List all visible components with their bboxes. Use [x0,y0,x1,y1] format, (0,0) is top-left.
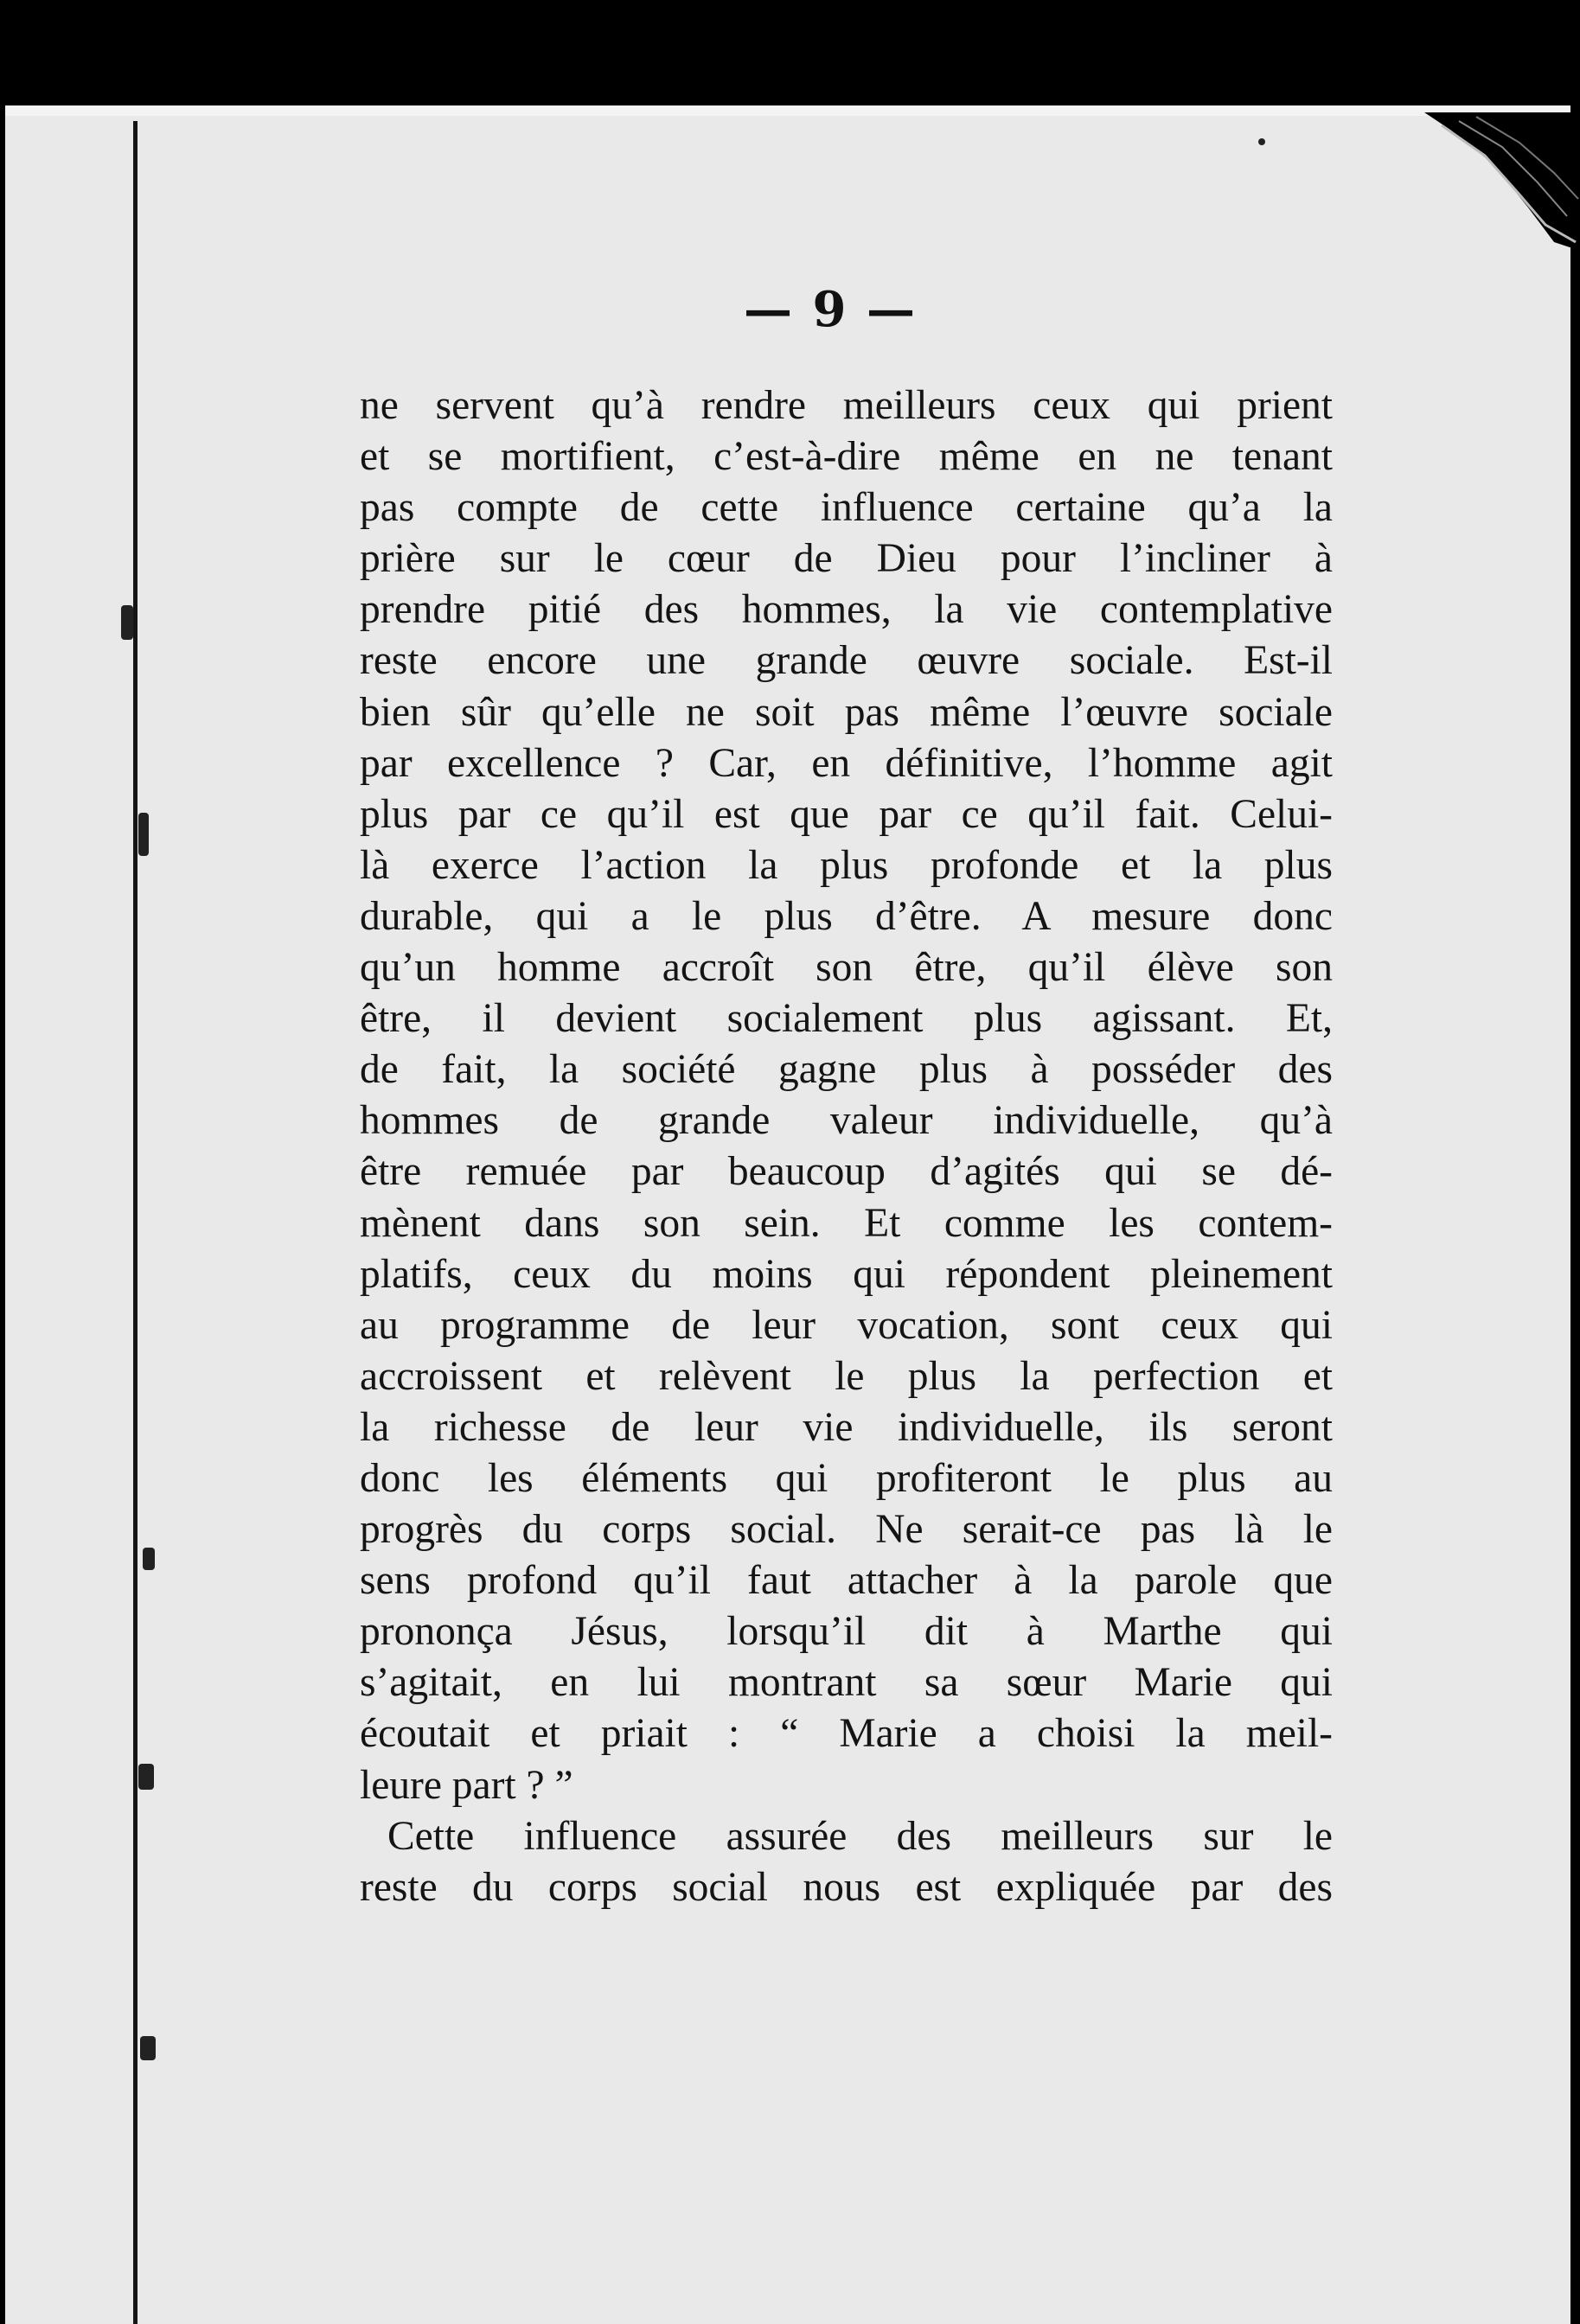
text-line: hommes de grande valeur individuelle, qu’à [360,1098,1333,1144]
text-line: écoutait et priait : “ Marie a choisi la meil- [360,1711,1333,1757]
text-line: et se mortifient, c’est-à-dire même en ne tenant [360,434,1333,480]
text-line: reste encore une grande œuvre sociale. Est-il [360,638,1333,684]
text-line: là exerce l’action la plus profonde et la plus [360,842,1333,888]
text-line: par excellence ? Car, en définitive, l’homme agit [360,740,1333,786]
page-number: — 9 — [744,281,917,338]
text-line: qu’un homme accroît son être, qu’il élève son [360,945,1333,991]
torn-corner-icon [1424,112,1580,251]
text-line: Cette influence assurée des meilleurs sur le [387,1813,1333,1859]
text-line: être, il devient socialement plus agissant. Et, [360,996,1333,1042]
text-line: de fait, la société gagne plus à posséder des [360,1047,1333,1093]
text-line: mènent dans son sein. Et comme les contem- [360,1200,1333,1246]
body-text [360,380,1333,1913]
text-line: pas compte de cette influence certaine qu’a la [360,485,1333,531]
text-line: donc les éléments qui profiteront le plus au [360,1455,1333,1501]
text-line: durable, qui a le plus d’être. A mesure donc [360,893,1333,939]
text-line: progrès du corps social. Ne serait-ce pas là le [360,1507,1333,1553]
binding-edge-line [133,121,138,2324]
text-line: bien sûr qu’elle ne soit pas même l’œuvre sociale [360,689,1333,735]
scan-artifact [143,1548,155,1570]
paragraph [360,1811,1333,1913]
scan-artifact [1258,138,1265,145]
text-line: reste du corps social nous est expliquée par des [360,1864,1333,1910]
text-line: plus par ce qu’il est que par ce qu’il fait. Celui- [360,791,1333,837]
text-line: sens profond qu’il faut attacher à la parole que [360,1558,1333,1604]
text-line: être remuée par beaucoup d’agités qui se dé- [360,1149,1333,1195]
text-line: platifs, ceux du moins qui répondent pleinement [360,1251,1333,1297]
text-line: prendre pitié des hommes, la vie contemplative [360,587,1333,633]
text-line: la richesse de leur vie individuelle, ils seront [360,1404,1333,1450]
scan-artifact [138,813,149,856]
text-line: prononça Jésus, lorsqu’il dit à Marthe qui [360,1609,1333,1655]
text-line: leure part ? ” [360,1762,573,1808]
scan-artifact [138,1764,154,1790]
text-line: prière sur le cœur de Dieu pour l’incliner à [360,536,1333,582]
text-line: au programme de leur vocation, sont ceux qui [360,1302,1333,1348]
text-line: accroissent et relèvent le plus la perfection et [360,1353,1333,1399]
scan-artifact [140,2036,156,2060]
paragraph [360,380,1333,1811]
text-line: s’agitait, en lui montrant sa sœur Marie qui [360,1660,1333,1706]
scan-artifact [121,605,133,640]
text-line: ne servent qu’à rendre meilleurs ceux qui prient [360,383,1333,428]
